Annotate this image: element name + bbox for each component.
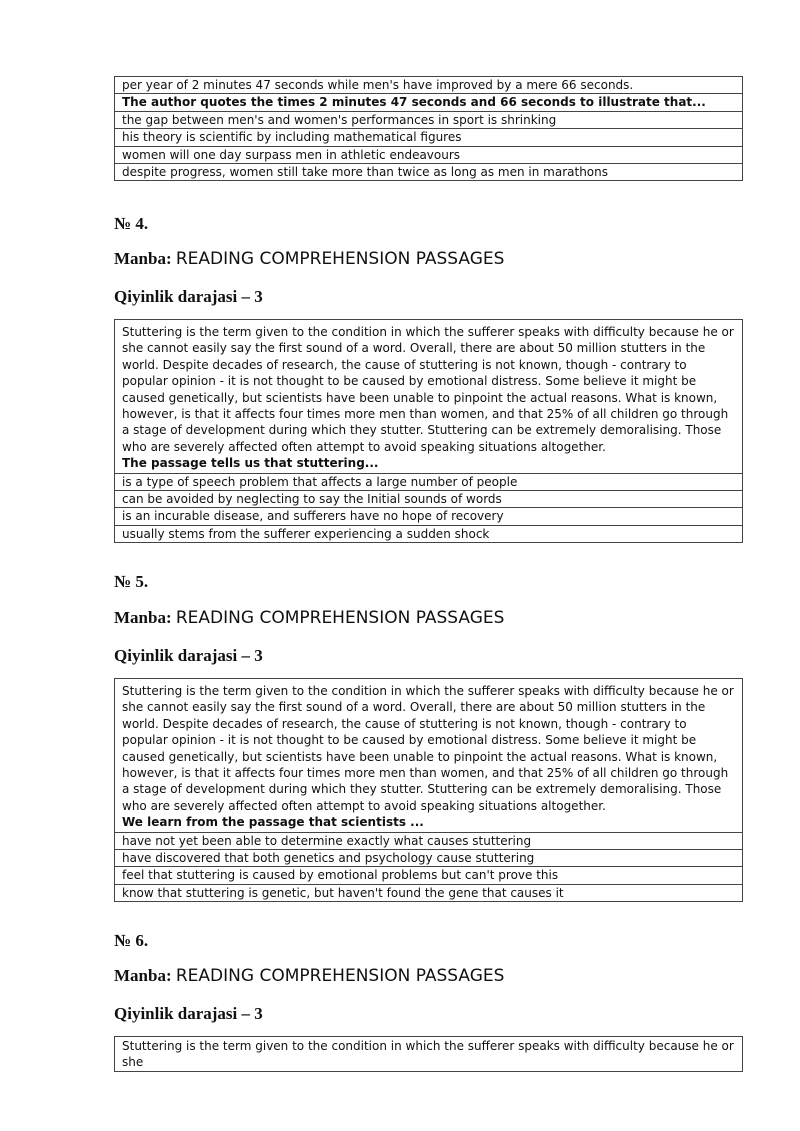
- reading-passage: Stuttering is the term given to the condition in which the sufferer speaks with difficulty because he or she cannot easily say the first sound of a word. Overall, there are about 50 million stutters in the world. Despite decades of research, the cause of stuttering is not known, though - contrary to popular opinion - it is not thought to be caused by emotional distress. Some believe it might be caused genetically, but scientists have been unable to pinpoint the actual reasons. What is known, however, is that it affects four times more men than women, and that 25% of all children go through a stage of development during which they stutter. Stuttering can be extremely demoralising. Those who are severely affected often attempt to avoid speaking situations altogether.: [122, 684, 734, 813]
- answer-option-a[interactable]: the gap between men's and women's performances in sport is shrinking: [115, 111, 742, 128]
- source-value: READING COMPREHENSION PASSAGES: [175, 249, 505, 269]
- question-number: № 5.: [114, 572, 149, 591]
- answer-option-a[interactable]: have not yet been able to determine exactly what causes stuttering: [115, 832, 742, 849]
- answer-option-a[interactable]: is a type of speech problem that affects a large number of people: [115, 473, 742, 490]
- answer-option-b[interactable]: have discovered that both genetics and psychology cause stuttering: [115, 849, 742, 866]
- difficulty-level: Qiyinlik darajasi – 3: [114, 1004, 263, 1023]
- answer-option-d[interactable]: know that stuttering is genetic, but haven't found the gene that causes it: [115, 884, 742, 901]
- question-5-table: [114, 678, 743, 902]
- answer-option-c[interactable]: feel that stuttering is caused by emotional problems but can't prove this: [115, 866, 742, 883]
- passage-tail: per year of 2 minutes 47 seconds while men's have improved by a mere 66 seconds.: [122, 78, 634, 92]
- answer-option-c[interactable]: is an incurable disease, and sufferers have no hope of recovery: [115, 507, 742, 524]
- answer-option-b[interactable]: his theory is scientific by including mathematical figures: [115, 128, 742, 145]
- question-number: № 6.: [114, 931, 149, 950]
- answer-option-c[interactable]: women will one day surpass men in athletic endeavours: [115, 146, 742, 163]
- difficulty-level: Qiyinlik darajasi – 3: [114, 646, 263, 665]
- answer-option-b[interactable]: can be avoided by neglecting to say the Initial sounds of words: [115, 490, 742, 507]
- question-4-table: [114, 319, 743, 543]
- question-3-table: [114, 76, 743, 181]
- source-label: Manba:: [114, 249, 172, 268]
- question-6-table: [114, 1036, 743, 1072]
- source-line: [114, 608, 504, 628]
- reading-passage: Stuttering is the term given to the condition in which the sufferer speaks with difficulty because he or she cannot easily say the first sound of a word. Overall, there are about 50 million stutters in the world. Despite decades of research, the cause of stuttering is not known, though - contrary to popular opinion - it is not thought to be caused by emotional distress. Some believe it might be caused genetically, but scientists have been unable to pinpoint the actual reasons. What is known, however, is that it affects four times more men than women, and that 25% of all children go through a stage of development during which they stutter. Stuttering can be extremely demoralising. Those who are severely affected often attempt to avoid speaking situations altogether.: [122, 325, 734, 454]
- question-prompt: We learn from the passage that scientists ...: [122, 815, 424, 830]
- source-label: Manba:: [114, 608, 172, 627]
- question-prompt: The author quotes the times 2 minutes 47 seconds and 66 seconds to illustrate that...: [115, 93, 742, 110]
- source-line: [114, 249, 504, 269]
- reading-passage: Stuttering is the term given to the condition in which the sufferer speaks with difficulty because he or she: [122, 1039, 734, 1070]
- source-value: READING COMPREHENSION PASSAGES: [175, 966, 505, 986]
- answer-option-d[interactable]: usually stems from the sufferer experiencing a sudden shock: [115, 525, 742, 542]
- answer-option-d[interactable]: despite progress, women still take more than twice as long as men in marathons: [115, 163, 742, 180]
- question-number: № 4.: [114, 214, 149, 233]
- question-prompt: The passage tells us that stuttering...: [122, 456, 379, 471]
- source-label: Manba:: [114, 966, 172, 985]
- source-value: READING COMPREHENSION PASSAGES: [175, 608, 505, 628]
- source-line: [114, 966, 504, 986]
- difficulty-level: Qiyinlik darajasi – 3: [114, 287, 263, 306]
